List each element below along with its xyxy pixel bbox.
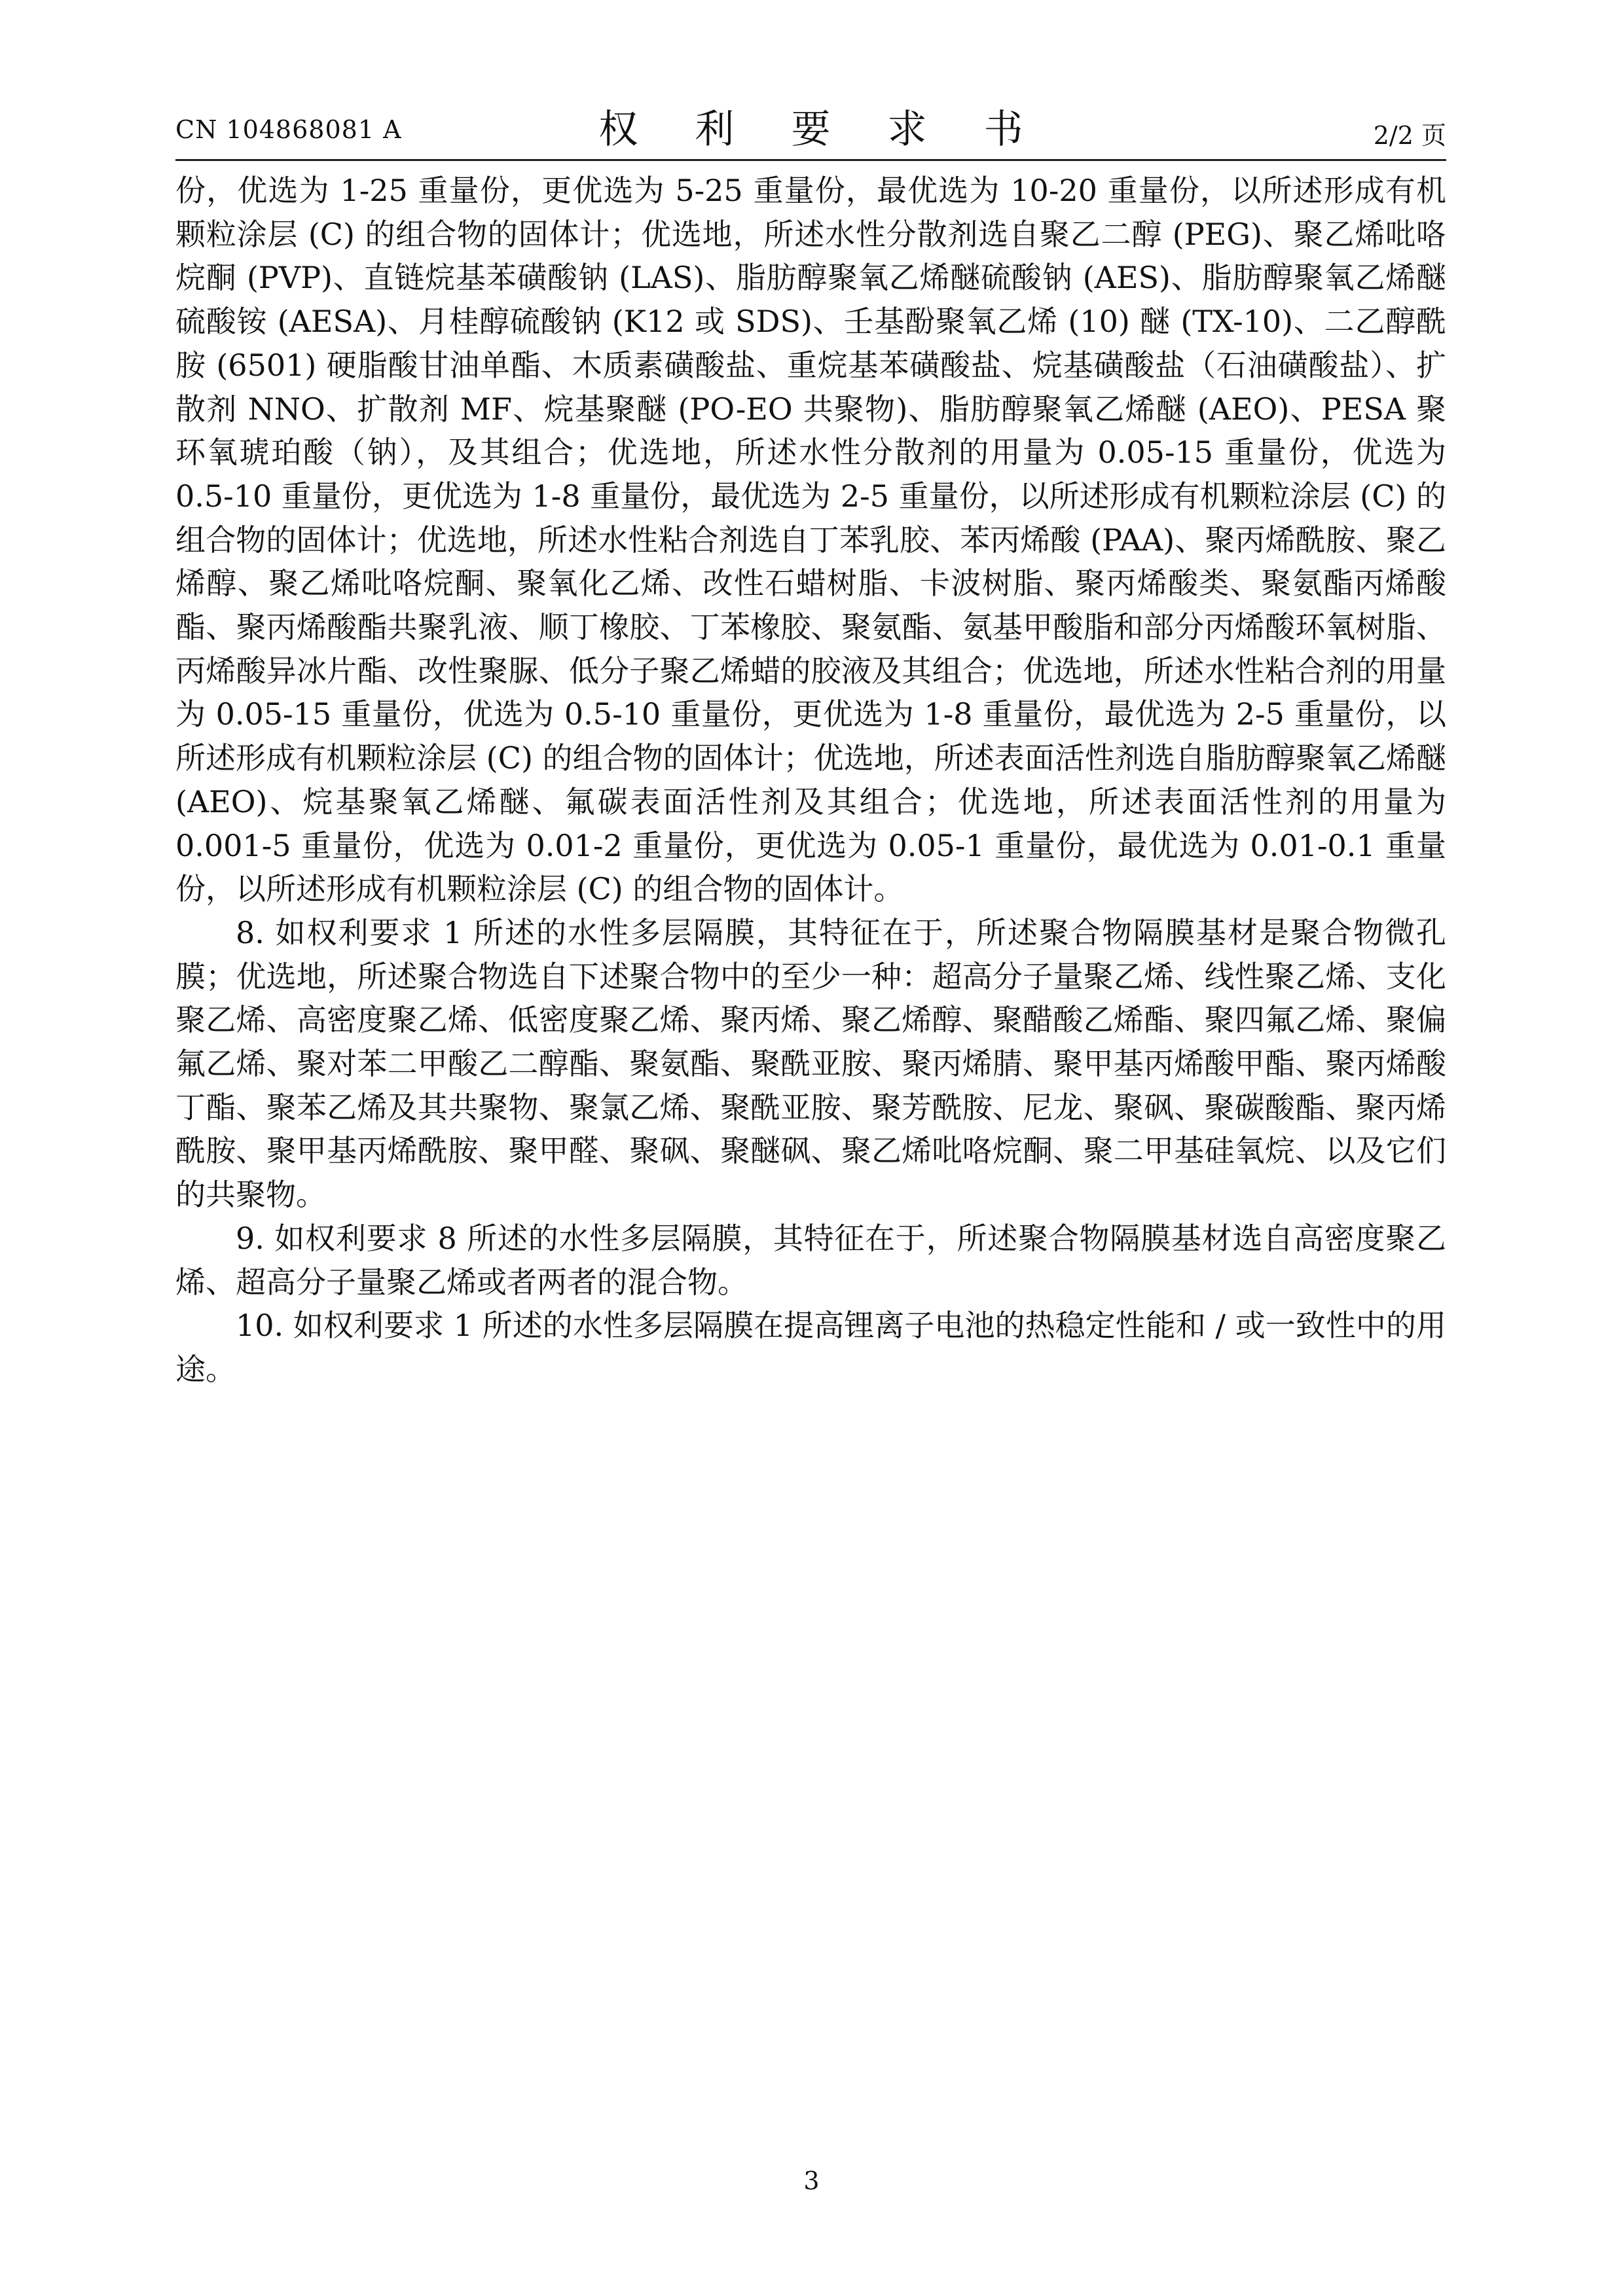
page-header (175, 98, 1446, 157)
claim-8: 8. 如权利要求 1 所述的水性多层隔膜，其特征在于，所述聚合物隔膜基材是聚合物微孔膜；优选地，所述聚合物选自下述聚合物中的至少一种：超高分子量聚乙烯、线性聚乙烯、支化聚乙烯、高密度聚乙烯、低密度聚乙烯、聚丙烯、聚乙烯醇、聚醋酸乙烯酯、聚四氟乙烯、聚偏氟乙烯、聚对苯二甲酸乙二醇酯、聚氨酯、聚酰亚胺、聚丙烯腈、聚甲基丙烯酸甲酯、聚丙烯酸丁酯、聚苯乙烯及其共聚物、聚氯乙烯、聚酰亚胺、聚芳酰胺、尼龙、聚砜、聚碳酸酯、聚丙烯酰胺、聚甲基丙烯酰胺、聚甲醛、聚砜、聚醚砜、聚乙烯吡咯烷酮、聚二甲基硅氧烷、以及它们的共聚物。 (175, 914, 1446, 1213)
claim-9: 9. 如权利要求 8 所述的水性多层隔膜，其特征在于，所述聚合物隔膜基材选自高密度聚乙烯、超高分子量聚乙烯或者两者的混合物。 (175, 1220, 1446, 1300)
claim-10: 10. 如权利要求 1 所述的水性多层隔膜在提高锂离子电池的热稳定性能和 / 或一致性中的用途。 (175, 1308, 1446, 1387)
claim-7-continuation: 份，优选为 1-25 重量份，更优选为 5-25 重量份，最优选为 10-20 重量份，以所述形成有机颗粒涂层 (C) 的组合物的固体计；优选地，所述水性分散剂选自聚乙二醇 (PEG)、聚乙烯吡咯烷酮 (PVP)、直链烷基苯磺酸钠 (LAS)、脂肪醇聚氧乙烯醚硫酸钠 (AES)、脂肪醇聚氧乙烯醚硫酸铵 (AESA)、月桂醇硫酸钠 (K12 或 SDS)、壬基酚聚氧乙烯 (10) 醚 (TX-10)、二乙醇酰胺 (6501) 硬脂酸甘油单酯、木质素磺酸盐、重烷基苯磺酸盐、烷基磺酸盐（石油磺酸盐）、扩散剂 NNO、扩散剂 MF、烷基聚醚 (PO-EO 共聚物)、脂肪醇聚氧乙烯醚 (AEO)、PESA 聚环氧琥珀酸（钠），及其组合；优选地，所述水性分散剂的用量为 0.05-15 重量份，优选为 0.5-10 重量份，更优选为 1-8 重量份，最优选为 2-5 重量份，以所述形成有机颗粒涂层 (C) 的组合物的固体计；优选地，所述水性粘合剂选自丁苯乳胶、苯丙烯酸 (PAA)、聚丙烯酰胺、聚乙烯醇、聚乙烯吡咯烷酮、聚氧化乙烯、改性石蜡树脂、卡波树脂、聚丙烯酸类、聚氨酯丙烯酸酯、聚丙烯酸酯共聚乳液、顺丁橡胶、丁苯橡胶、聚氨酯、氨基甲酸脂和部分丙烯酸环氧树脂、丙烯酸异冰片酯、改性聚脲、低分子聚乙烯蜡的胶液及其组合；优选地，所述水性粘合剂的用量为 0.05-15 重量份，优选为 0.5-10 重量份，更优选为 1-8 重量份，最优选为 2-5 重量份，以所述形成有机颗粒涂层 (C) 的组合物的固体计；优选地，所述表面活性剂选自脂肪醇聚氧乙烯醚 (AEO)、烷基聚氧乙烯醚、氟碳表面活性剂及其组合；优选地，所述表面活性剂的用量为 0.001-5 重量份，优选为 0.01-2 重量份，更优选为 0.05-1 重量份，最优选为 0.01-0.1 重量份，以所述形成有机颗粒涂层 (C) 的组合物的固体计。 (175, 173, 1446, 907)
page-indicator: 2/2 页 (1373, 121, 1446, 150)
page-number: 3 (803, 2166, 820, 2195)
publication-number: CN 104868081 A (175, 115, 402, 144)
claims-body (175, 169, 1446, 1391)
header-divider (175, 159, 1446, 161)
document-title: 权 利 要 求 书 (598, 107, 1046, 152)
